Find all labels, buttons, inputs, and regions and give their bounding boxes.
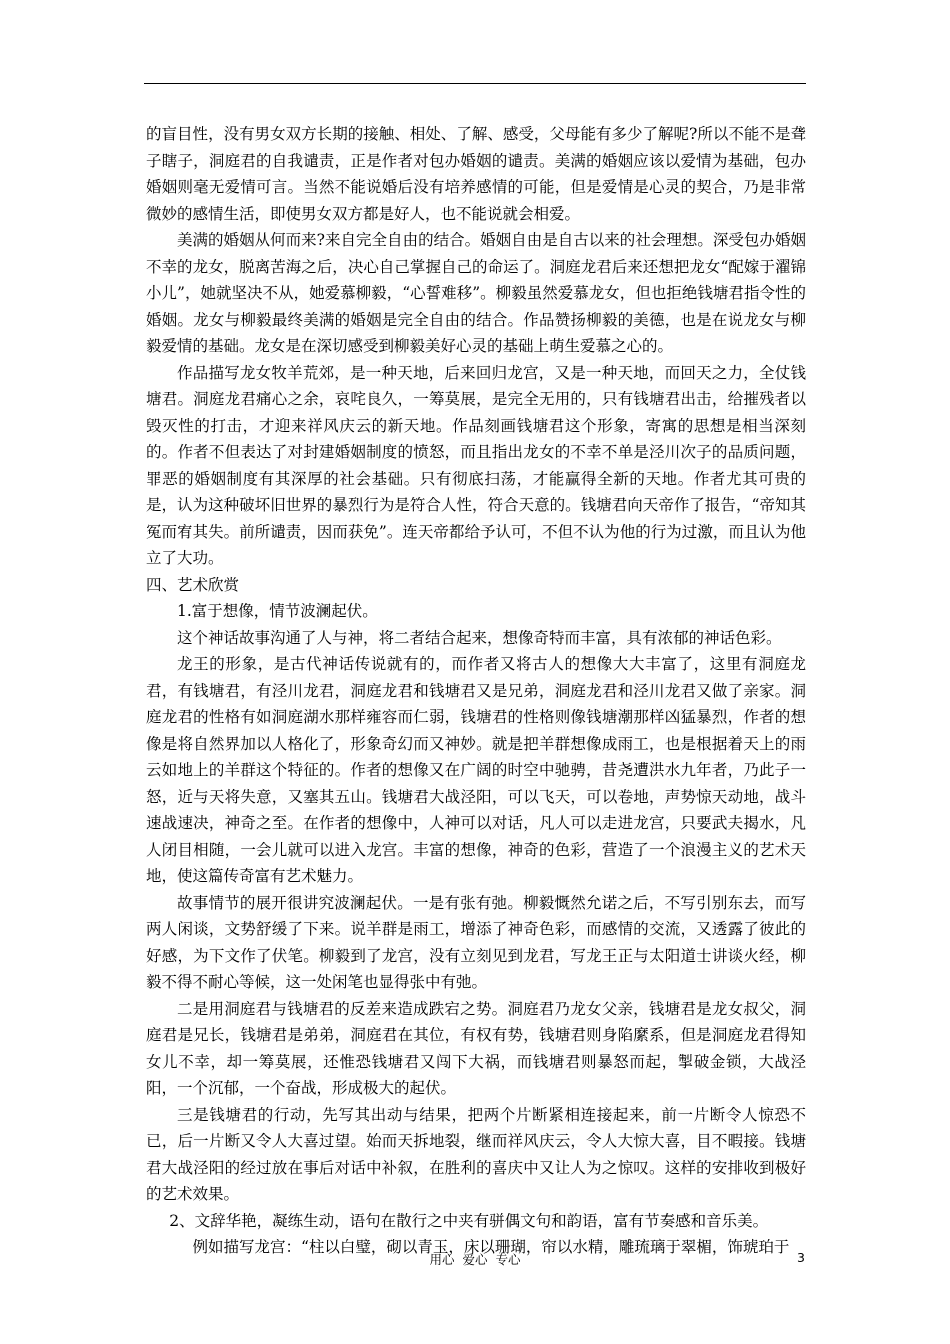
paragraph: 龙王的形象，是古代神话传说就有的，而作者又将古人的想像大大丰富了，这里有洞庭龙君，有钱塘君，有泾川龙君，洞庭龙君和钱塘君又是兄弟，洞庭龙君和泾川龙君又做了亲家。洞庭龙君的性格有如洞庭湖水那样雍容而仁弱，钱塘君的性格则像钱塘潮那样凶猛暴烈，作者的想像是将自然界加以人格化了，形象奇幻而又神妙。就是把羊群想像成雨工，也是根据着天上的雨云如地上的羊群这个特征的。作者的想像又在广阔的时空中驰骋，昔尧遭洪水九年者，乃此子一怒，近与天将失意，又塞其五山。钱塘君大战泾阳，可以飞天，可以卷地，声势惊天动地，战斗速战速决，神奇之至。在作者的想像中，人神可以对话，凡人可以走进龙宫，只要武夫揭水，凡人闭目相随，一会儿就可以进入龙宫。丰富的想像，神奇的色彩，营造了一个浪漫主义的艺术天地，使这篇传奇富有艺术魅力。 (146, 655, 806, 885)
body-text (146, 121, 806, 1261)
paragraph: 例如描写龙宫：“柱以白璧，砌以青玉，床以珊瑚，帘以水精，雕琉璃于翠楣，饰琥珀于 (192, 1238, 790, 1256)
paragraph: 的盲目性，没有男女双方长期的接触、相处、了解、感受，父母能有多少了解呢?所以不能不是聋子瞎子，洞庭君的自我谴责，正是作者对包办婚姻的谴责。美满的婚姻应该以爱情为基础，包办婚姻则毫无爱情可言。当然不能说婚后没有培养感情的可能，但是爱情是心灵的契合，乃是非常微妙的感情生活，即使男女双方都是好人，也不能说就会相爱。 (146, 125, 806, 223)
paragraph: 美满的婚姻从何而来?来自完全自由的结合。婚姻自由是自古以来的社会理想。深受包办婚姻不幸的龙女，脱离苦海之后，决心自己掌握自己的命运了。洞庭龙君后来还想把龙女“配嫁于濯锦小儿”，她就坚决不从，她爱慕柳毅，“心誓难移”。柳毅虽然爱慕龙女，但也拒绝钱塘君指令性的婚姻。龙女与柳毅最终美满的婚姻是完全自由的结合。作品赞扬柳毅的美德，也是在说龙女与柳毅爱情的基础。龙女是在深切感受到柳毅美好心灵的基础上萌生爱慕之心的。 (146, 231, 806, 355)
header-rule (144, 83, 806, 84)
section-heading: 四、艺术欣赏 (146, 575, 240, 594)
footer-motto: 用心 爱心 专心 (429, 1252, 521, 1267)
page-footer (0, 1250, 950, 1270)
paragraph: 作品描写龙女牧羊荒郊，是一种天地，后来回归龙宫，又是一种天地，而回天之力，全仗钱塘君。洞庭龙君痛心之余，哀咤良久，一筹莫展，是完全无用的，只有钱塘君出击，给摧残者以毁灭性的打击，才迎来祥风庆云的新天地。作品刻画钱塘君这个形象，寄寓的思想是相当深刻的。作者不但表达了对封建婚姻制度的愤怒，而且指出龙女的不幸不单是泾川次子的品质问题，罪恶的婚姻制度有其深厚的社会基础。只有彻底扫荡，才能赢得全新的天地。作者尤其可贵的是，认为这种破坏旧世界的暴烈行为是符合人性，符合天意的。钱塘君向天帝作了报告，“帝知其冤而宥其失。前所谴责，因而获免”。连天帝都给予认可，不但不认为他的行为过激，而且认为他立了大功。 (146, 363, 806, 567)
subsection-heading: 2、文辞华艳，凝练生动，语句在散行之中夹有骈偶文句和韵语，富有节奏感和音乐美。 (169, 1211, 769, 1230)
subsection-heading: 1.富于想像，情节波澜起伏。 (177, 602, 378, 620)
paragraph: 二是用洞庭君与钱塘君的反差来造成跌宕之势。洞庭君乃龙女父亲，钱塘君是龙女叔父，洞庭君是兄长，钱塘君是弟弟，洞庭君在其位，有权有势，钱塘君则身陷縻系，但是洞庭龙君得知女儿不幸，却一筹莫展，还惟恐钱塘君又闯下大祸，而钱塘君则暴怒而起，掣破金锁，大战泾阳，一个沉郁，一个奋战，形成极大的起伏。 (146, 999, 806, 1097)
paragraph: 三是钱塘君的行动，先写其出动与结果，把两个片断紧相连接起来，前一片断令人惊恐不已，后一片断又令人大喜过望。始而天拆地裂，继而祥风庆云，令人大惊大喜，目不暇接。钱塘君大战泾阳的经过放在事后对话中补叙，在胜利的喜庆中又让人为之惊叹。这样的安排收到极好的艺术效果。 (146, 1105, 806, 1203)
paragraph: 这个神话故事沟通了人与神，将二者结合起来，想像奇特而丰富，具有浓郁的神话色彩。 (177, 628, 782, 647)
page-number: 3 (797, 1250, 805, 1265)
paragraph: 故事情节的展开很讲究波澜起伏。一是有张有弛。柳毅慨然允诺之后，不写引别东去，而写两人闲谈，文势舒缓了下来。说羊群是雨工，增添了神奇色彩，而感情的交流，又透露了彼此的好感，为下文作了伏笔。柳毅到了龙宫，没有立刻见到龙君，写龙王正与太阳道士讲谈火经，柳毅不得不耐心等候，这一处闲笔也显得张中有弛。 (146, 893, 806, 991)
